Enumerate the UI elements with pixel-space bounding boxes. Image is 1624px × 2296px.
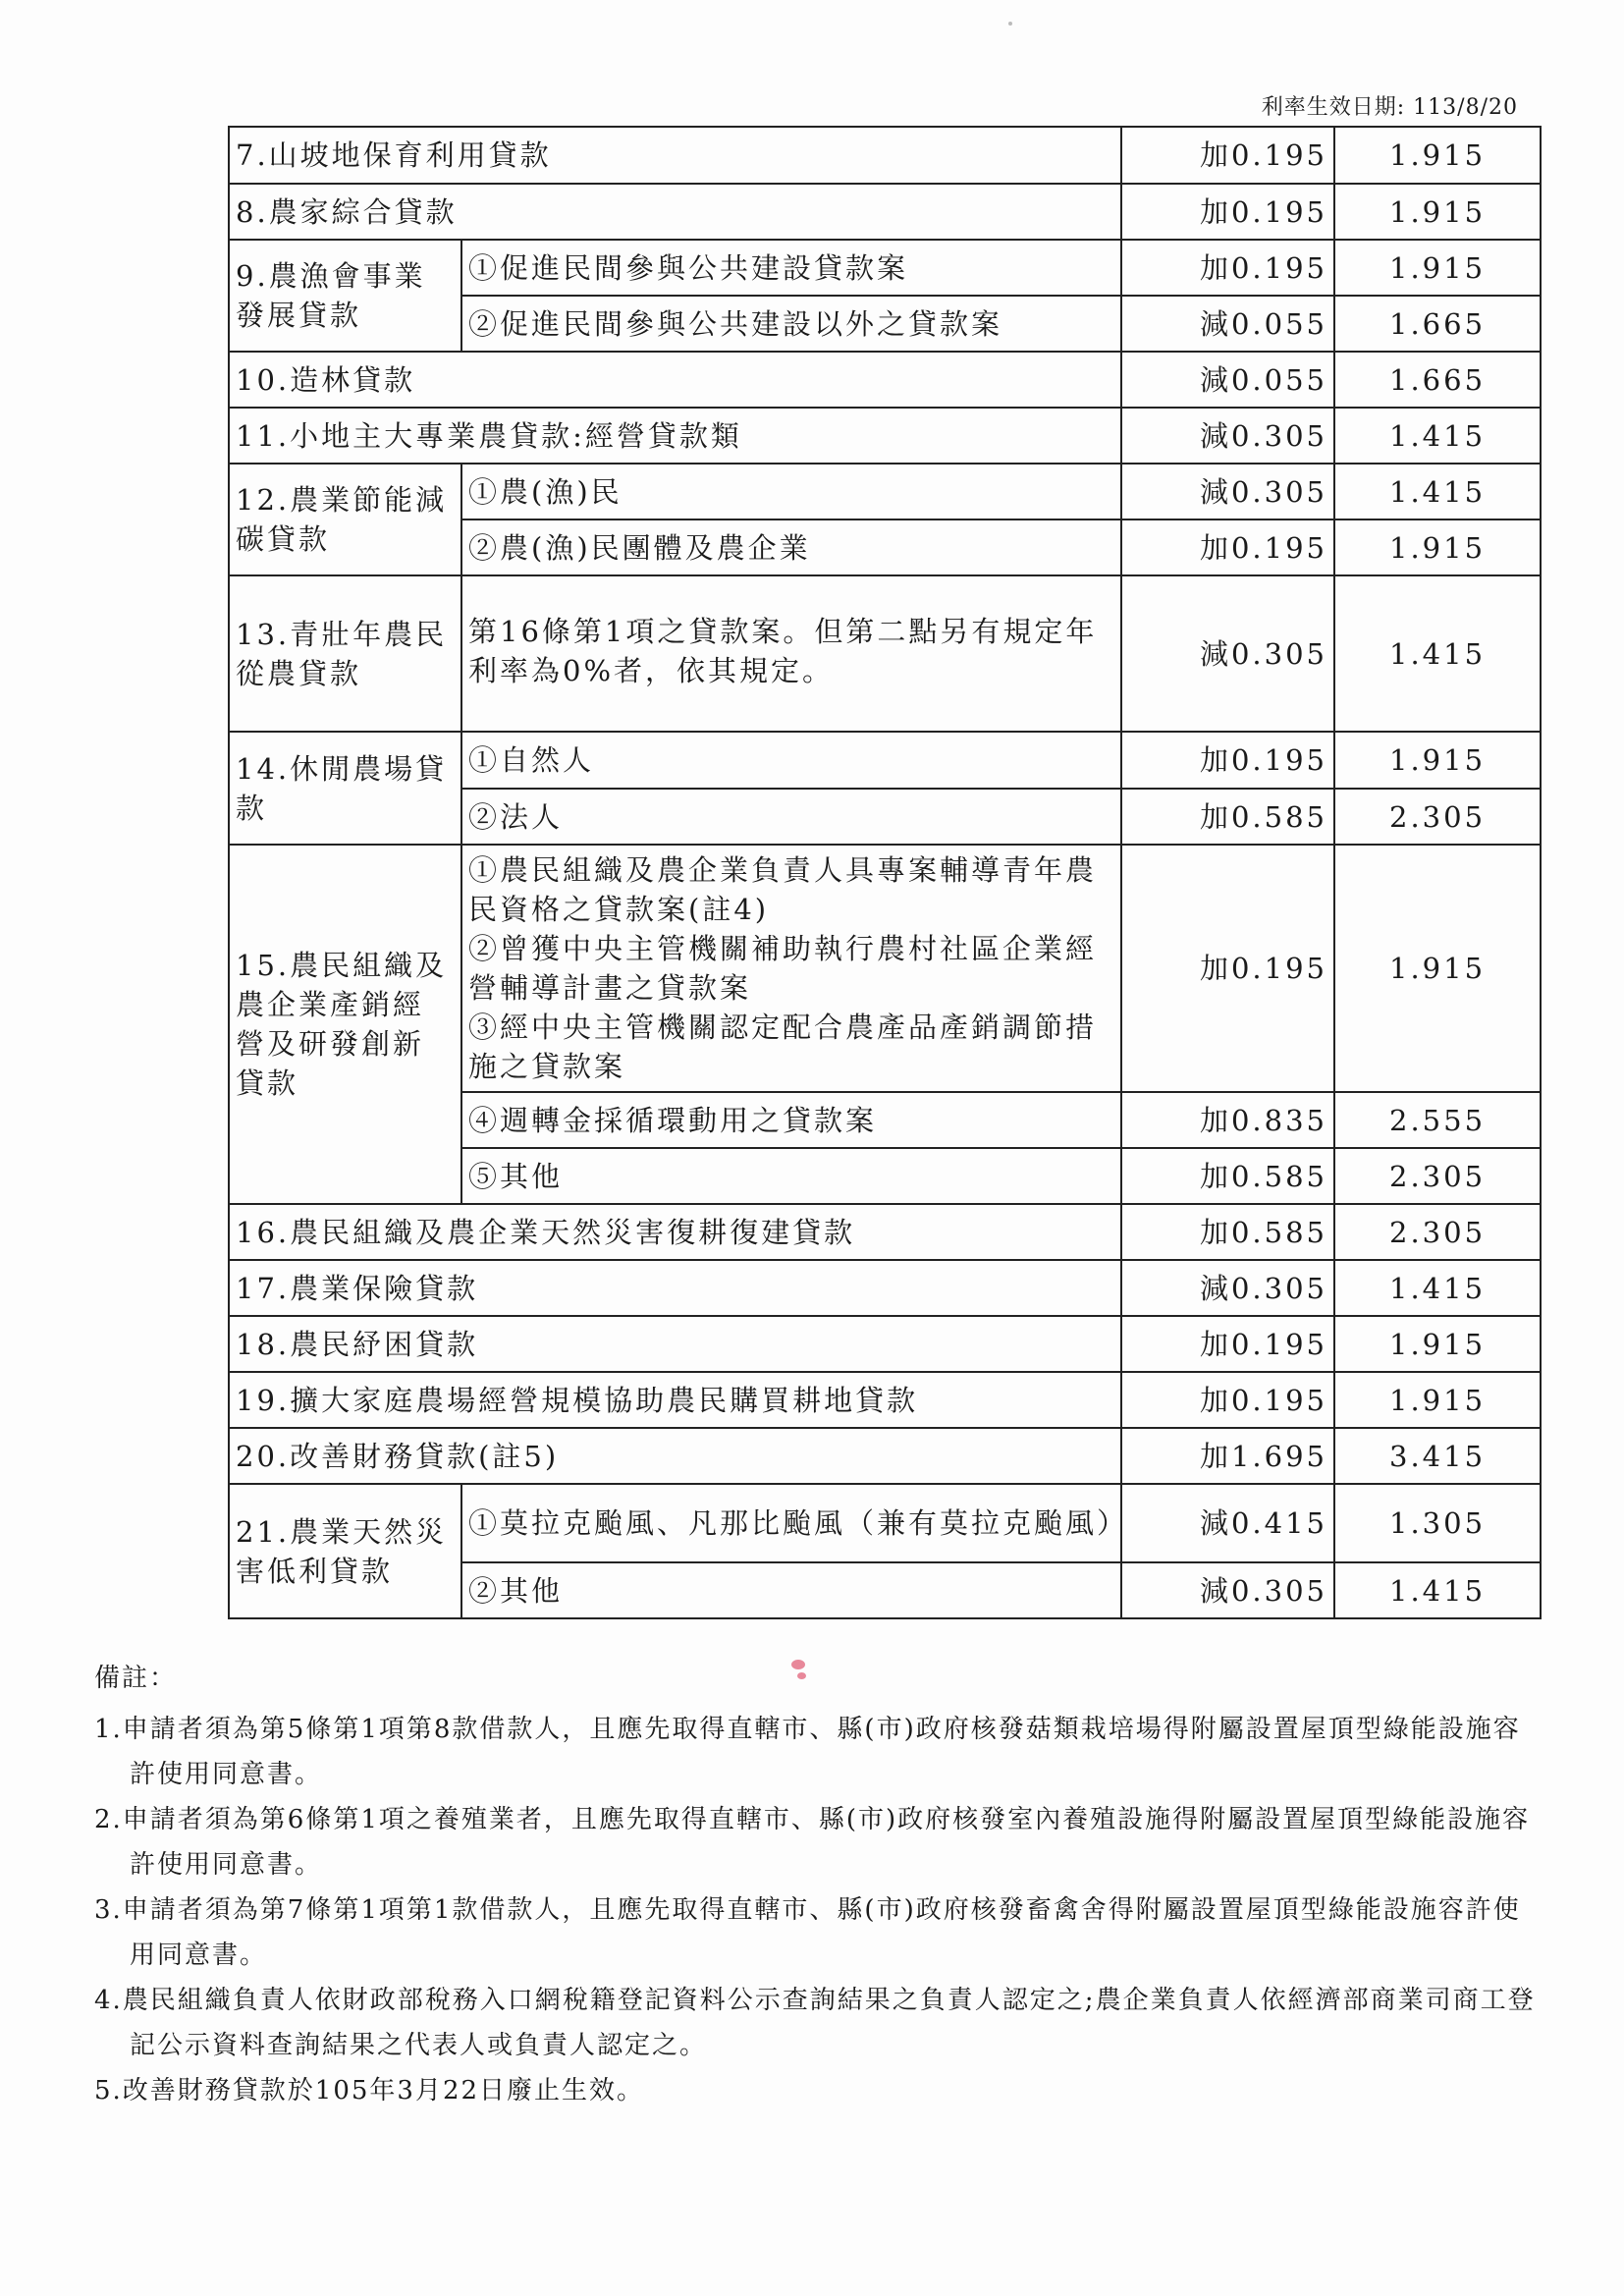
loan-name: 10.造林貸款: [229, 352, 1121, 408]
loan-name: 16.農民組織及農企業天然災害復耕復建貸款: [229, 1204, 1121, 1260]
loan-subtype: ②農(漁)民團體及農企業: [461, 519, 1121, 575]
rate-adjustment: 減0.055: [1121, 296, 1334, 352]
rate-adjustment: 減0.305: [1121, 1562, 1334, 1618]
table-row: [229, 240, 1541, 296]
loan-subtype: ②曾獲中央主管機關補助執行農村社區企業經營輔導計畫之貸款案: [468, 932, 1098, 1005]
interest-rate: 1.415: [1334, 575, 1541, 732]
interest-rate: 1.415: [1334, 408, 1541, 464]
loan-subtype-group: [461, 845, 1121, 1092]
rate-adjustment: 加0.195: [1121, 1316, 1334, 1372]
table-row: [229, 464, 1541, 519]
rate-adjustment: 減0.305: [1121, 464, 1334, 519]
interest-rate: 2.555: [1334, 1092, 1541, 1148]
loan-subtype: ⑤其他: [461, 1148, 1121, 1204]
interest-rate: 1.415: [1334, 1562, 1541, 1618]
table-row: [229, 184, 1541, 240]
loan-name: 15.農民組織及農企業產銷經營及研發創新貸款: [229, 845, 461, 1204]
loan-name: 17.農業保險貸款: [229, 1260, 1121, 1316]
loan-name: 8.農家綜合貸款: [229, 184, 1121, 240]
rate-adjustment: 加0.195: [1121, 519, 1334, 575]
interest-rate: 1.305: [1334, 1484, 1541, 1562]
loan-name: 20.改善財務貸款(註5): [229, 1428, 1121, 1484]
loan-name: 9.農漁會事業發展貸款: [229, 240, 461, 352]
rate-adjustment: 加0.195: [1121, 240, 1334, 296]
interest-rate: 1.915: [1334, 184, 1541, 240]
interest-rate: 1.415: [1334, 1260, 1541, 1316]
interest-rate-table: [228, 126, 1542, 1619]
loan-subtype: ③經中央主管機關認定配合農產品產銷調節措施之貸款案: [468, 1011, 1098, 1083]
effective-date: 利率生效日期: 113/8/20: [1261, 95, 1518, 120]
table-row: [229, 1316, 1541, 1372]
loan-subtype: ④週轉金採循環動用之貸款案: [461, 1092, 1121, 1148]
table-row: [229, 1260, 1541, 1316]
rate-adjustment: 加0.195: [1121, 184, 1334, 240]
interest-rate: 2.305: [1334, 1148, 1541, 1204]
loan-subtype: ②其他: [461, 1562, 1121, 1618]
interest-rate: 3.415: [1334, 1428, 1541, 1484]
table-row: [229, 845, 1541, 1092]
rate-adjustment: 減0.055: [1121, 352, 1334, 408]
loan-name: 18.農民紓困貸款: [229, 1316, 1121, 1372]
table-row: [229, 1484, 1541, 1562]
interest-rate: 1.415: [1334, 464, 1541, 519]
loan-name: 19.擴大家庭農場經營規模協助農民購買耕地貸款: [229, 1372, 1121, 1428]
rate-adjustment: 加0.195: [1121, 1372, 1334, 1428]
loan-subtype: ②法人: [461, 789, 1121, 845]
rate-adjustment: 減0.305: [1121, 575, 1334, 732]
loan-name: 21.農業天然災害低利貸款: [229, 1484, 461, 1618]
interest-rate: 1.915: [1334, 1372, 1541, 1428]
loan-subtype: 第16條第1項之貸款案。但第二點另有規定年利率為0%者，依其規定。: [461, 575, 1121, 732]
rate-adjustment: 加0.195: [1121, 127, 1334, 184]
loan-subtype: ①農民組織及農企業負責人具專案輔導青年農民資格之貸款案(註4): [468, 853, 1098, 926]
table-row: [229, 127, 1541, 184]
remark-item: 4.農民組織負責人依財政部稅務入口網稅籍登記資料公示查詢結果之負責人認定之;農企業負責人依經濟部商業司商工登記公示資料查詢結果之代表人或負責人認定之。: [94, 1986, 1536, 2060]
remark-item: 3.申請者須為第7條第1項第1款借款人，且應先取得直轄市、縣(市)政府核發畜禽舍得附屬設置屋頂型綠能設施容許使用同意書。: [94, 1895, 1521, 1970]
rate-adjustment: 加0.195: [1121, 732, 1334, 789]
interest-rate: 1.915: [1334, 732, 1541, 789]
interest-rate: 1.915: [1334, 240, 1541, 296]
rate-adjustment: 減0.415: [1121, 1484, 1334, 1562]
table-row: [229, 732, 1541, 789]
loan-subtype: ①自然人: [461, 732, 1121, 789]
interest-rate: 2.305: [1334, 1204, 1541, 1260]
loan-name: 7.山坡地保育利用貸款: [229, 127, 1121, 184]
table-row: [229, 1204, 1541, 1260]
interest-rate: 1.665: [1334, 352, 1541, 408]
loan-subtype: ①促進民間參與公共建設貸款案: [461, 240, 1121, 296]
interest-rate: 1.915: [1334, 1316, 1541, 1372]
interest-rate: 1.915: [1334, 127, 1541, 184]
table-row: [229, 1372, 1541, 1428]
table-row: [229, 408, 1541, 464]
remarks-section: [94, 1656, 1547, 2113]
remark-item: 1.申請者須為第5條第1項第8款借款人，且應先取得直轄市、縣(市)政府核發菇類栽培場得附屬設置屋頂型綠能設施容許使用同意書。: [94, 1715, 1521, 1789]
interest-rate: 1.665: [1334, 296, 1541, 352]
loan-subtype: ①農(漁)民: [461, 464, 1121, 519]
rate-adjustment: 加0.585: [1121, 1148, 1334, 1204]
loan-name: 14.休閒農場貸款: [229, 732, 461, 845]
interest-rate: 1.915: [1334, 519, 1541, 575]
ink-stain-mark: [791, 1660, 805, 1669]
rate-adjustment: 加0.585: [1121, 789, 1334, 845]
remark-item: 5.改善財務貸款於105年3月22日廢止生效。: [94, 2076, 645, 2105]
rate-adjustment: 減0.305: [1121, 1260, 1334, 1316]
rate-adjustment: 加0.585: [1121, 1204, 1334, 1260]
ink-stain-mark: [797, 1672, 806, 1679]
scan-speck: [1008, 22, 1012, 26]
interest-rate: 2.305: [1334, 789, 1541, 845]
loan-subtype: ①莫拉克颱風、凡那比颱風（兼有莫拉克颱風）: [461, 1484, 1121, 1562]
remarks-title: 備註：: [94, 1664, 178, 1693]
table-row: [229, 1428, 1541, 1484]
loan-name: 11.小地主大專業農貸款:經營貸款類: [229, 408, 1121, 464]
rate-adjustment: 加1.695: [1121, 1428, 1334, 1484]
table-row: [229, 352, 1541, 408]
rate-adjustment: 加0.195: [1121, 845, 1334, 1092]
rate-adjustment: 減0.305: [1121, 408, 1334, 464]
interest-rate: 1.915: [1334, 845, 1541, 1092]
rate-adjustment: 加0.835: [1121, 1092, 1334, 1148]
loan-subtype: ②促進民間參與公共建設以外之貸款案: [461, 296, 1121, 352]
loan-name: 12.農業節能減碳貸款: [229, 464, 461, 575]
table-row: [229, 575, 1541, 732]
remark-item: 2.申請者須為第6條第1項之養殖業者，且應先取得直轄市、縣(市)政府核發室內養殖設施得附屬設置屋頂型綠能設施容許使用同意書。: [94, 1805, 1531, 1880]
loan-name: 13.青壯年農民從農貸款: [229, 575, 461, 732]
